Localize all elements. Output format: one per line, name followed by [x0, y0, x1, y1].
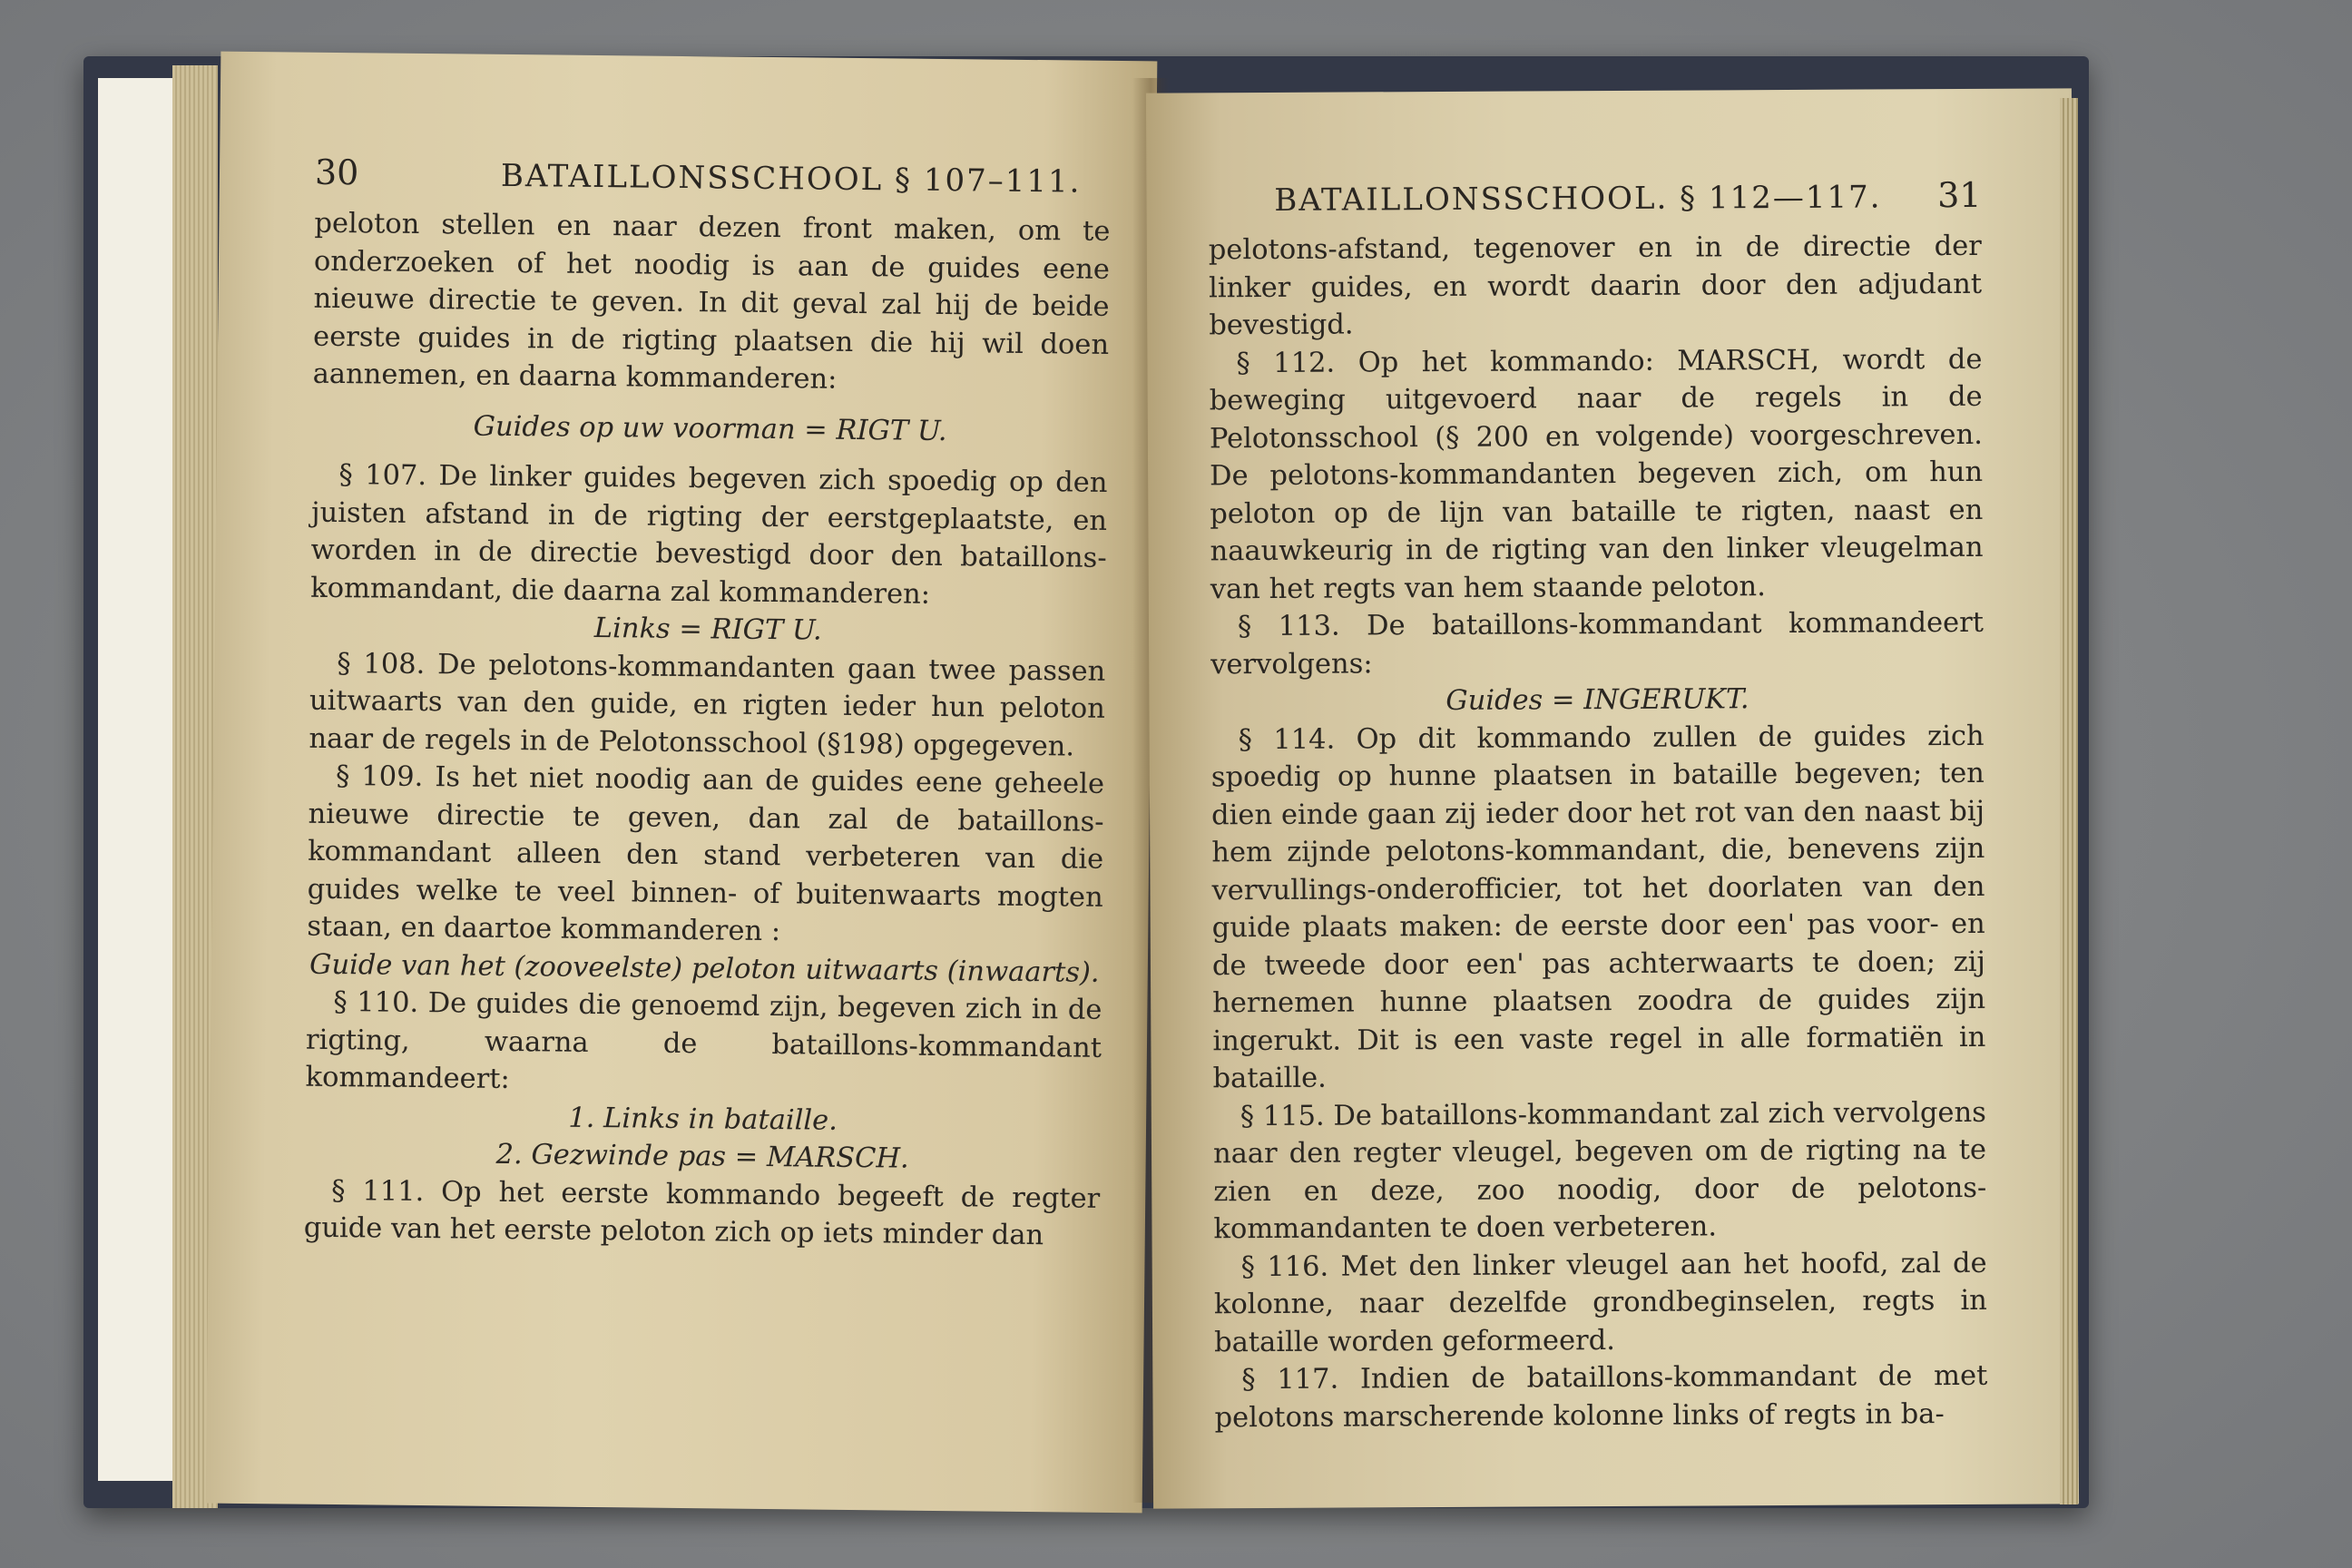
page-edges-right: [2060, 98, 2078, 1504]
running-head-right: [1208, 175, 1981, 231]
command-line: Guide van het (zooveelste) peloton uitwaarts (inwaarts).: [309, 948, 1100, 989]
page-body-right: [1209, 228, 1988, 1436]
page-number: 31: [1937, 174, 1982, 216]
paragraph: § 111. Op het eerste kommando begeeft de regter guide van het eerste peloton zich op iets minder dan: [303, 1174, 1101, 1252]
paragraph: § 107. De linker guides begeven zich spoedig op den juisten afstand in de rigting der eerstgeplaatste, en worden in de directie bevestigd door den bataillons-kommandant, die daarna zal kommanderen:: [310, 459, 1108, 611]
paragraph: § 109. Is het niet noodig aan de guides eene geheele nieuwe directie te geven, dan zal de bataillons-kommandant alleen den stand verbeteren van die guides welke te veel binnen- of buitenwaarts mogten staan, en daartoe kommanderen :: [307, 760, 1105, 948]
right-page: [1146, 88, 2079, 1508]
paragraph: § 113. De bataillons-kommandant kommandeert vervolgens:: [1210, 606, 1984, 681]
running-head-title: BATAILLONSSCHOOL. § 112—117.: [1274, 179, 1882, 219]
paragraph: peloton stellen en naar dezen front maken, om te onderzoeken of het noodig is aan de guides eene nieuwe directie te geven. In dit geval zal hij de beide eerste guides in de rigting plaatsen die hij wil doen aannemen, en daarna kommanderen:: [312, 207, 1111, 396]
command-line: 1. Links in bataille.: [568, 1102, 838, 1137]
paragraph: § 117. Indien de bataillons-kommandant de met pelotons marscherende kolonne links of regts in ba-: [1214, 1359, 1988, 1434]
command-line: 2. Gezwinde pas = MARSCH.: [495, 1138, 909, 1175]
paragraph: § 112. Op het kommando: MARSCH, wordt de beweging uitgevoerd naar de regels in de Pelotonsschool (§ 200 en volgende) voorgeschreven. De pelotons-kommandanten begeven zich, om hun peloton op de lijn van bataille te rigten, naast en naauwkeurig in de rigting van den linker vleugelman van het regts van hem staande peloton.: [1209, 343, 1984, 605]
paragraph: § 116. Met den linker vleugel aan het hoofd, zal de kolonne, naar dezelfde grondbeginselen, regts in bataille worden geformeerd.: [1213, 1247, 1987, 1358]
command-line: Links = RIGT U.: [593, 612, 822, 647]
paragraph: § 115. De bataillons-kommandant zal zich vervolgens naar den regter vleugel, begeven om de rigting na te zien en deze, zoo noodig, door de pelotons-kommandanten te doen verbeteren.: [1212, 1096, 1987, 1246]
command-line: Guides = INGERUKT.: [1446, 683, 1749, 717]
left-page: [206, 52, 1158, 1514]
command-line: Guides op uw voorman = RIGT U.: [473, 410, 947, 447]
paragraph: § 110. De guides die genoemd zijn, begeven zich in de rigting, waarna de bataillons-kommandant kommandeert:: [305, 985, 1102, 1096]
running-head-left: [315, 152, 1112, 213]
running-head-title: BATAILLONSSCHOOL § 107–111.: [500, 157, 1082, 201]
paragraph: pelotons-afstand, tegenover en in de directie der linker guides, en wordt daarin door den adjudant bevestigd.: [1208, 230, 1983, 342]
paragraph: § 108. De pelotons-kommandanten gaan twee passen uitwaarts van den guide, en rigten ieder hun peloton naar de regels in de Pelotonsschool (§198) opgegeven.: [309, 647, 1106, 763]
page-body-left: [304, 205, 1111, 1256]
page-number: 30: [314, 152, 359, 193]
paragraph: § 114. Op dit kommando zullen de guides zich spoedig op hunne plaatsen in bataille begeven; ten dien einde gaan zij ieder door het rot van den naast bij hem zijnde pelotons-kommandant, die, benevens zijn vervullings-onderofficier, tot het doorlaten van den guide plaats maken: de eerste door een' pas voor- en de tweede door een' pas achterwaarts te doen; zij hernemen hunne plaatsen zoodra de guides zijn ingerukt. Dit is een vaste regel in alle formatiën in bataille.: [1210, 720, 1986, 1095]
